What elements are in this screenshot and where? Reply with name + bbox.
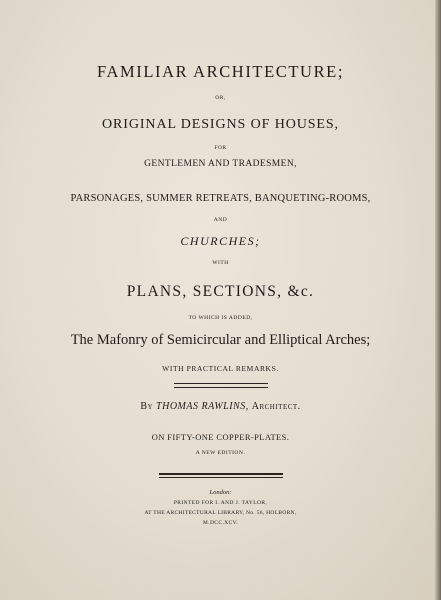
with-label: WITH <box>212 260 229 266</box>
imprint-place: London: <box>209 489 232 496</box>
imprint-printer: PRINTED FOR I. AND J. TAYLOR, <box>173 500 268 506</box>
or-label: OR, <box>215 95 226 101</box>
rule-lower <box>159 473 283 475</box>
audience-line: GENTLEMEN AND TRADESMEN, <box>144 159 297 169</box>
churches-line: CHURCHES; <box>180 234 261 248</box>
author-role: Architect. <box>251 401 301 412</box>
rule-upper <box>174 383 268 384</box>
rule-lower-2 <box>159 477 283 478</box>
author-line <box>0 402 441 412</box>
imprint-address: AT THE ARCHITECTURAL LIBRARY, No. 56, HOLBORN, <box>144 510 297 516</box>
building-types-line: PARSONAGES, SUMMER RETREATS, BANQUETING-ROOMS, <box>70 193 371 204</box>
author-name: THOMAS RAWLINS, <box>156 401 249 412</box>
edition-line: A NEW EDITION. <box>195 450 246 456</box>
masonry-line: The Mafonry of Semicircular and Elliptical Arches; <box>70 332 371 348</box>
subtitle: ORIGINAL DESIGNS OF HOUSES, <box>102 117 339 132</box>
page-edge <box>435 0 441 600</box>
author-by: By <box>140 401 154 412</box>
imprint-year: M.DCC.XCV. <box>202 520 239 526</box>
book-title: FAMILIAR ARCHITECTURE; <box>96 62 345 81</box>
plates-line: ON FIFTY-ONE COPPER-PLATES. <box>151 432 290 442</box>
and-label: AND <box>213 217 228 223</box>
practical-remarks: WITH PRACTICAL REMARKS. <box>162 364 279 373</box>
plans-sections-line: PLANS, SECTIONS, &c. <box>126 283 315 300</box>
rule-upper-2 <box>174 387 268 388</box>
to-which-is-added: TO WHICH IS ADDED, <box>188 315 253 321</box>
for-label: FOR <box>214 145 227 151</box>
